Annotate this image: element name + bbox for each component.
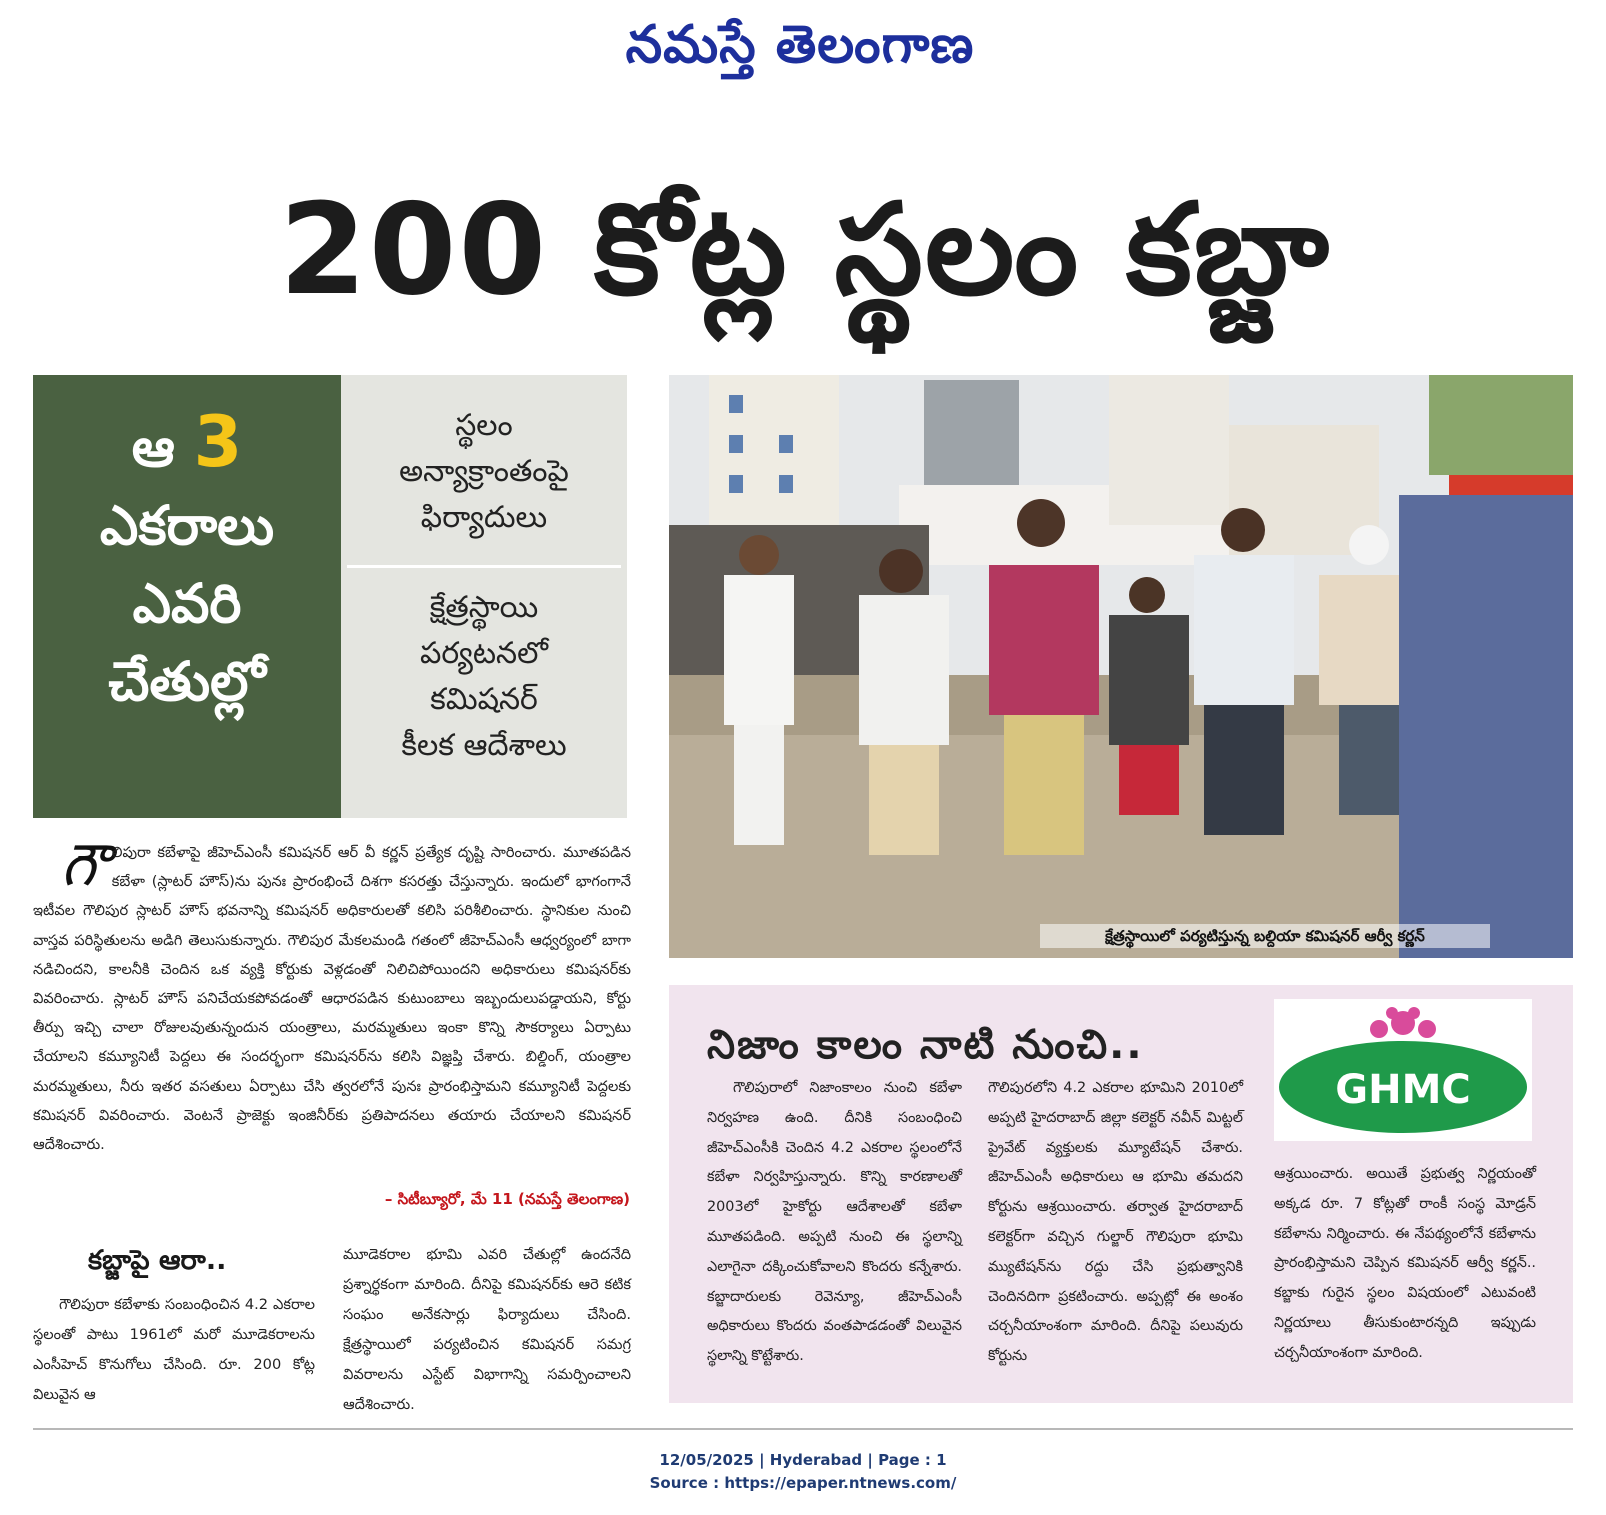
sub-story-column-2: మూడెకరాల భూమి ఎవరి చేతుల్లో ఉందనేది ప్రశ్నార్థకంగా మారింది. దీనిపై కమిషనర్‌కు ఆరె కటిక సంఘం అనేకసార్లు ఫిర్యాదులు చేసింది. క్షేత్రస్థాయిలో పర్యటించిన కమిషనర్ సమగ్ర వివరాలను ఎస్టేట్ విభాగాన్ని సమర్పించాలని ఆదేశించారు. — [343, 1246, 631, 1413]
green-box-prefix: ఆ — [131, 416, 175, 479]
photo-caption: క్షేత్రస్థాయిలో పర్యటిస్తున్న బల్దియా కమిషనర్ ఆర్వీ కర్ణన్ — [1040, 924, 1490, 948]
grey-line: పర్యటనలో — [420, 636, 548, 671]
green-highlight-box — [33, 375, 341, 818]
grey-line: అన్యాక్రాంతంపై — [399, 454, 569, 489]
footer-source: Source : https://epaper.ntnews.com/ — [649, 1474, 957, 1492]
main-story-text: లిపురా కబేళాపై జీహెచ్ఎంసీ కమిషనర్ ఆర్ వీ కర్ణన్ ప్రత్యేక దృష్టి సారించారు. మూతపడిన కబేళా (స్లాటర్ హౌస్)ను పునః ప్రారంభించే దిశగా కసరత్తు చేస్తున్నారు. ఇందులో భాగంగానే ఇటీవల గౌలిపుర స్లాటర్ హౌస్ భవనాన్ని కమిషనర్ అధికారులతో కలిసి పరిశీలించారు. స్థానికుల నుంచి వాస్తవ పరిస్థితులను అడిగి తెలుసుకున్నారు. గౌలిపుర మేకలమండి గతంలో జీహెచ్ఎంసీ ఆధ్వర్యంలో బాగా నడిచిందని, కాలనీకి చెందిన ఒక వ్యక్తి కోర్టుకు వెళ్లడంతో నిలిచిపోయిందని అధికారులు కమిషనర్‌కు వివరించారు. స్లాటర్ హౌస్ పనిచేయకపోవడంతో ఆధారపడిన కుటుంబాలు ఇబ్బందులుపడ్డాయని, కోర్టు తీర్పు ఇచ్చి చాలా రోజులవుతున్నందున యంత్రాలు, మరమ్మతులు ఇంకా కొన్ని సౌకర్యాలు ఏర్పాటు చేయాలని కమ్యూనిటీ పెద్దలు ఈ సందర్భంగా కమిషనర్‌ను కలిసి విజ్ఞప్తి చేశారు. బిల్డింగ్, యంత్రాల మరమ్మతులు, నీరు ఇతర వసతులు ఏర్పాటు చేసి త్వరలోనే పునః ప్రారంభిస్తామని కమ్యూనిటీ పెద్దలకు కమిషనర్ వివరించారు. వెంటనే ప్రాజెక్టు ఇంజినీర్‌కు ప్రతిపాదనలు తయారు చేయాలని కమిషనర్ ఆదేశించారు. — [33, 844, 631, 1154]
ghmc-logo-text: GHMC — [1335, 1067, 1471, 1113]
green-box-line-1 — [33, 403, 341, 487]
grey-line: ఫిర్యాదులు — [420, 500, 548, 535]
grey-summary-point-2 — [341, 585, 627, 769]
footer-page-info: 12/05/2025 | Hyderabad | Page : 1 — [659, 1451, 947, 1469]
history-box-heading: నిజాం కాలం నాటి నుంచి.. — [707, 1022, 1144, 1068]
grey-line: స్థలం — [455, 408, 513, 443]
grey-summary-box — [341, 375, 627, 818]
green-box-number: 3 — [193, 401, 243, 483]
masthead-logo: నమస్తే తెలంగాణ — [625, 14, 975, 75]
ghmc-logo — [1274, 999, 1532, 1141]
green-box-line-3: ఎవరి — [132, 572, 242, 635]
history-column-3: ఆశ్రయించారు. అయితే ప్రభుత్వ నిర్ణయంతో అక్కడ రూ. 7 కోట్లతో రాంకీ సంస్థ మోడ్రన్ కబేళాను నిర్మించారు. ఈ నేపథ్యంలోనే కబేళాను ప్రారంభిస్తామని చెప్పిన కమిషనర్ ఆర్వీ కర్ణన్.. కబ్జాకు గురైన స్థలం విషయంలో ఎటువంటి నిర్ణయాలు తీసుకుంటారన్నది ఇప్పుడు చర్చనీయాంశంగా మారింది. — [1274, 1166, 1536, 1361]
footer-rule — [33, 1428, 1573, 1430]
drop-cap: గౌ — [61, 831, 108, 899]
headline: 200 కోట్ల స్థలం కబ్జా — [279, 176, 1331, 323]
dateline: – సిటీబ్యూరో, మే 11 (నమస్తే తెలంగాణ) — [384, 1190, 630, 1208]
news-photo-illustration — [669, 375, 1573, 958]
sub-story-heading: కబ్జాపై ఆరా.. — [88, 1245, 227, 1276]
grey-line: కీలక ఆదేశాలు — [401, 728, 567, 763]
grey-summary-point-1 — [341, 403, 627, 541]
green-box-line-4: చేతుల్లో — [108, 650, 266, 713]
main-story — [33, 831, 631, 1168]
history-column-1: గౌలిపురాలో నిజాంకాలం నుంచి కబేళా నిర్వహణ ఉంది. దీనికి సంబంధించి జీహెచ్ఎంసీకి చెందిన 4.2 ఎకరాల స్థలంలోనే కబేళా నిర్వహిస్తున్నారు. కొన్ని కారణాలతో 2003లో హైకోర్టు ఆదేశాలతో కబేళా మూతపడింది. అప్పటి నుంచి ఈ స్థలాన్ని ఎలాగైనా దక్కించుకోవాలని కొందరు కన్నేశారు. కబ్జాదారులకు రెవెన్యూ, జీహెచ్ఎంసీ అధికారులు కొందరు వంతపాడడంతో విలువైన స్థలాన్ని కొట్టేశారు. — [707, 1080, 962, 1365]
history-column-2: గౌలిపురలోని 4.2 ఎకరాల భూమిని 2010లో అప్పటి హైదరాబాద్ జిల్లా కలెక్టర్ నవీన్ మిట్టల్ ప్రైవేట్ వ్యక్తులకు మ్యూటేషన్ చేశారు. జీహెచ్ఎంసీ అధికారులు ఆ భూమి తమదని కోర్టును ఆశ్రయించారు. తర్వాత హైదరాబాద్ కలెక్టర్‌గా వచ్చిన గుల్జార్ గౌలిపురా భూమి మ్యుటేషన్‌ను రద్దు చేసి ప్రభుత్వానికి చెందినదిగా ప్రకటించారు. అప్పట్లో ఈ అంశం చర్చనీయాంశంగా మారింది. దీనిపై పలువురు కోర్టును — [988, 1080, 1243, 1365]
news-photo — [669, 375, 1573, 958]
green-box-line-2: ఎకరాలు — [99, 494, 275, 557]
sub-story-column-1: గౌలిపురా కబేళాకు సంబంధించిన 4.2 ఎకరాల స్థలంతో పాటు 1961లో మరో మూడెకరాలను ఎంసీహెచ్ కొనుగోలు చేసింది. రూ. 200 కోట్ల విలువైన ఆ — [33, 1296, 315, 1403]
grey-line: కమిషనర్ — [430, 682, 538, 717]
grey-line: క్షేత్రస్థాయి — [429, 590, 539, 625]
grey-divider — [347, 565, 621, 568]
